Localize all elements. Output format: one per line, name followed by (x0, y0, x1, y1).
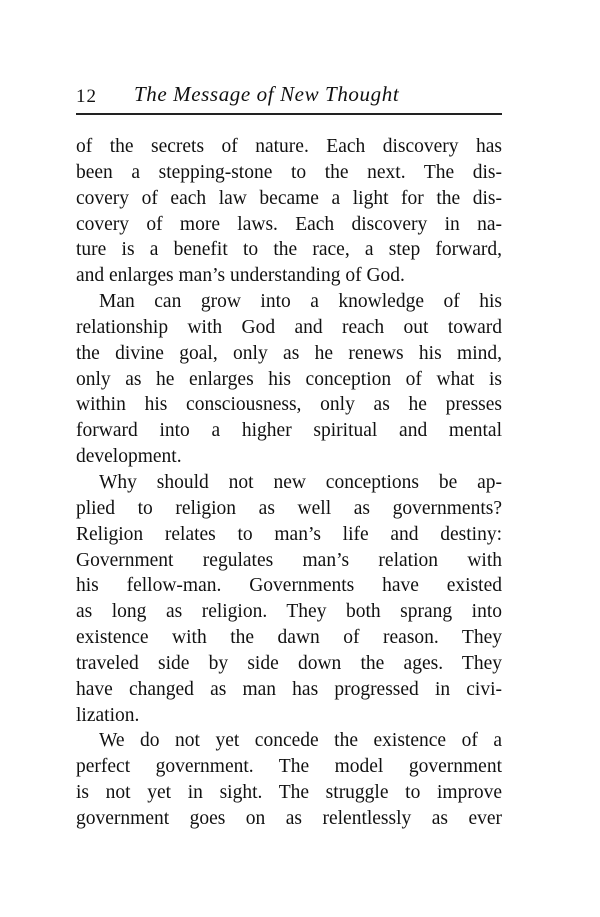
running-header (76, 82, 502, 110)
text-line: We do not yet concede the existence of a (99, 730, 502, 752)
text-line: perfect government. The model government (76, 756, 502, 778)
text-line: only as he enlarges his conception of what is (76, 368, 502, 390)
text-line: as long as religion. They both sprang into (76, 601, 502, 623)
text-line: Government regulates man’s relation with (76, 549, 502, 571)
text-line: ture is a benefit to the race, a step forward, (76, 239, 502, 261)
text-line: the divine goal, only as he renews his mind, (76, 342, 502, 364)
text-line: plied to religion as well as governments? (76, 497, 502, 519)
text-line: forward into a higher spiritual and mental (76, 420, 502, 442)
text-line: been a stepping-stone to the next. The dis- (76, 161, 502, 183)
page-body (76, 134, 502, 832)
text-line: Man can grow into a knowledge of his (99, 291, 502, 313)
text-line: his fellow-man. Governments have existed (76, 575, 502, 597)
text-line: relationship with God and reach out toward (76, 316, 502, 338)
text-line: and enlarges man’s understanding of God. (76, 265, 405, 287)
text-line: have changed as man has progressed in civi- (76, 678, 502, 700)
text-line: lization. (76, 704, 140, 726)
text-line: covery of more laws. Each discovery in na- (76, 213, 502, 235)
text-line: within his consciousness, only as he presses (76, 394, 502, 416)
page-number: 12 (76, 86, 97, 107)
text-line: Why should not new conceptions be ap- (99, 471, 502, 493)
text-line: Religion relates to man’s life and destiny: (76, 523, 502, 545)
running-title: The Message of New Thought (134, 82, 400, 106)
text-line: traveled side by side down the ages. They (76, 652, 502, 674)
text-line: of the secrets of nature. Each discovery has (76, 136, 502, 157)
text-line: covery of each law became a light for the dis- (76, 187, 502, 209)
text-line: government goes on as relentlessly as ever (76, 807, 502, 829)
text-line: development. (76, 446, 182, 468)
text-line: existence with the dawn of reason. They (76, 627, 502, 649)
header-rule (76, 113, 502, 115)
text-line: is not yet in sight. The struggle to improve (76, 782, 502, 804)
